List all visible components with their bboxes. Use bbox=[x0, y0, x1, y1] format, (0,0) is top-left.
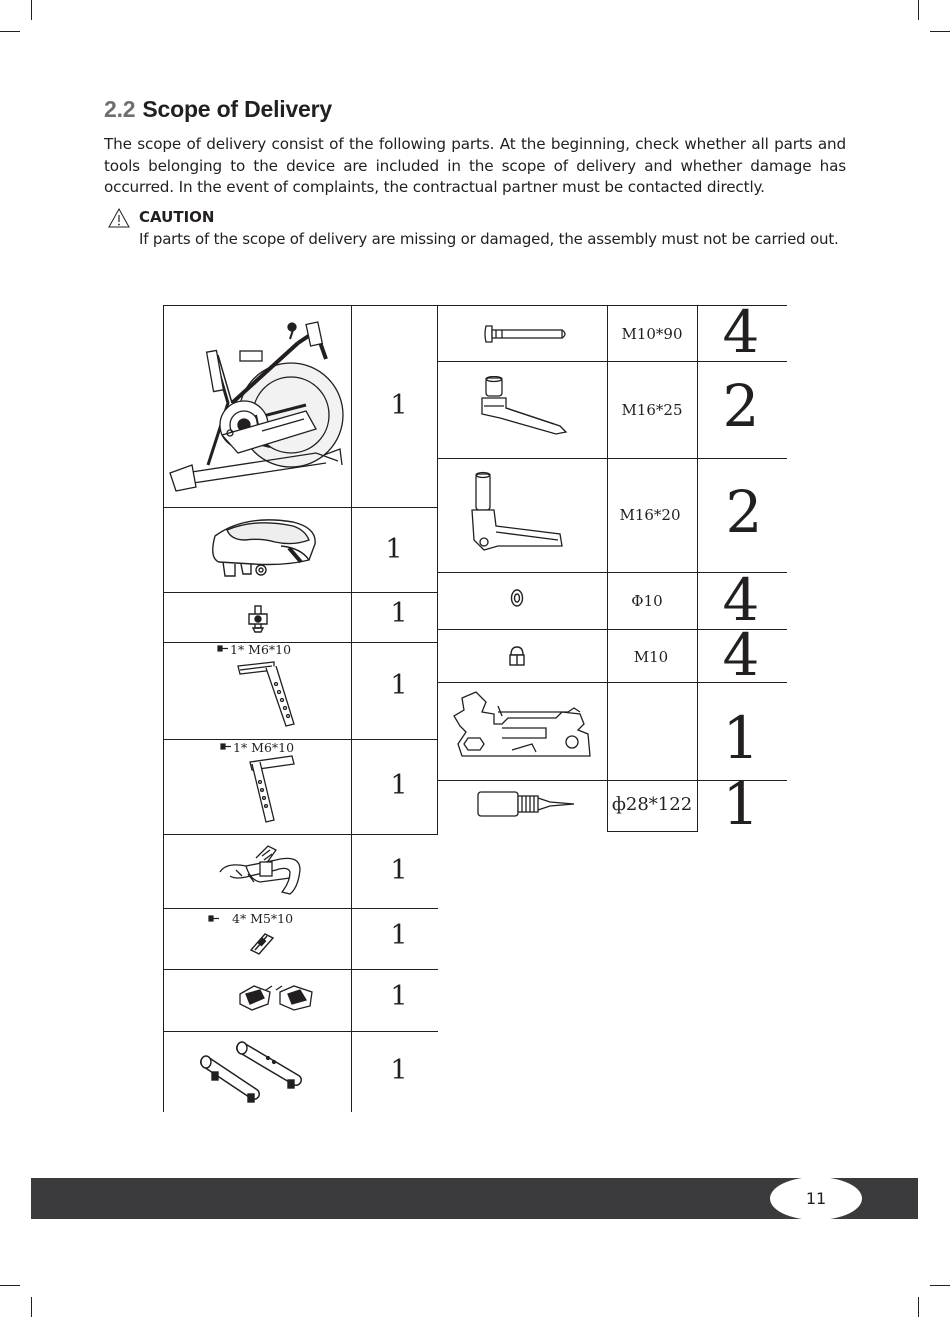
section-title: Scope of Delivery bbox=[142, 96, 332, 122]
part-spec: M10*90 bbox=[621, 325, 683, 343]
part-spec: M16*20 bbox=[619, 506, 681, 524]
seat-post-icon bbox=[232, 658, 302, 730]
page-number: 11 bbox=[805, 1189, 827, 1208]
handlebar-icon bbox=[216, 842, 316, 900]
pedals-icon bbox=[236, 982, 318, 1012]
lever-large-icon bbox=[464, 470, 568, 554]
part-quantity: 1 bbox=[390, 670, 408, 701]
knob-icon bbox=[247, 604, 271, 634]
screw-note: 1* M6*10 bbox=[233, 740, 295, 755]
section-number: 2.2 bbox=[104, 96, 136, 122]
stabilizer-feet-icon bbox=[198, 1036, 310, 1108]
warning-icon bbox=[108, 208, 130, 228]
part-quantity: 1 bbox=[390, 770, 408, 801]
part-spec: M16*25 bbox=[621, 401, 683, 419]
part-spec: ф28*122 bbox=[611, 794, 693, 815]
screw-note: 1* M6*10 bbox=[230, 642, 292, 657]
washer-icon bbox=[510, 588, 524, 608]
part-quantity: 1 bbox=[722, 770, 760, 838]
part-quantity: 1 bbox=[390, 855, 408, 886]
crop-mark bbox=[918, 1297, 919, 1317]
crop-mark bbox=[930, 1285, 950, 1286]
crop-mark bbox=[918, 0, 919, 20]
section-heading bbox=[104, 96, 332, 123]
caution-title: CAUTION bbox=[139, 208, 215, 226]
part-quantity: 1 bbox=[390, 981, 408, 1012]
screw-icon bbox=[220, 743, 232, 751]
crop-mark bbox=[31, 0, 32, 20]
part-quantity: 4 bbox=[722, 566, 760, 634]
handlebar-post-icon bbox=[244, 752, 300, 824]
console-icon bbox=[205, 512, 325, 584]
bottle-holder-icon bbox=[247, 930, 277, 958]
caution-text: If parts of the scope of delivery are missing or damaged, the assembly must not be carried out. bbox=[139, 230, 839, 248]
part-quantity: 4 bbox=[722, 621, 760, 689]
wrench-tool-icon bbox=[452, 688, 596, 764]
part-quantity: 2 bbox=[722, 372, 760, 440]
crop-mark bbox=[0, 31, 20, 32]
screw-icon bbox=[217, 645, 229, 653]
part-quantity: 1 bbox=[390, 920, 408, 951]
part-quantity: 1 bbox=[390, 390, 408, 421]
crop-mark bbox=[31, 1297, 32, 1317]
bolt-icon bbox=[482, 322, 570, 346]
crop-mark bbox=[930, 31, 950, 32]
part-quantity: 4 bbox=[722, 298, 760, 366]
screw-note: 4* M5*10 bbox=[232, 911, 294, 926]
cap-nut-icon bbox=[508, 645, 526, 667]
part-quantity: 2 bbox=[725, 478, 763, 546]
screw-icon bbox=[208, 915, 220, 923]
part-quantity: 1 bbox=[390, 1055, 408, 1086]
part-quantity: 1 bbox=[390, 598, 408, 629]
bike-frame-icon bbox=[166, 315, 348, 501]
part-quantity: 1 bbox=[722, 704, 760, 772]
lever-small-icon bbox=[470, 376, 570, 440]
intro-paragraph: The scope of delivery consist of the following parts. At the beginning, check whether all parts and tools belonging to the device are included in the scope of delivery and whether damage has occurred. In the event of complaints, the contractual partner must be contacted directly. bbox=[104, 135, 846, 196]
pump-icon bbox=[474, 788, 582, 820]
part-spec: Φ10 bbox=[631, 592, 663, 610]
part-spec: M10 bbox=[633, 648, 669, 666]
crop-mark bbox=[0, 1285, 20, 1286]
part-quantity: 1 bbox=[385, 534, 403, 565]
